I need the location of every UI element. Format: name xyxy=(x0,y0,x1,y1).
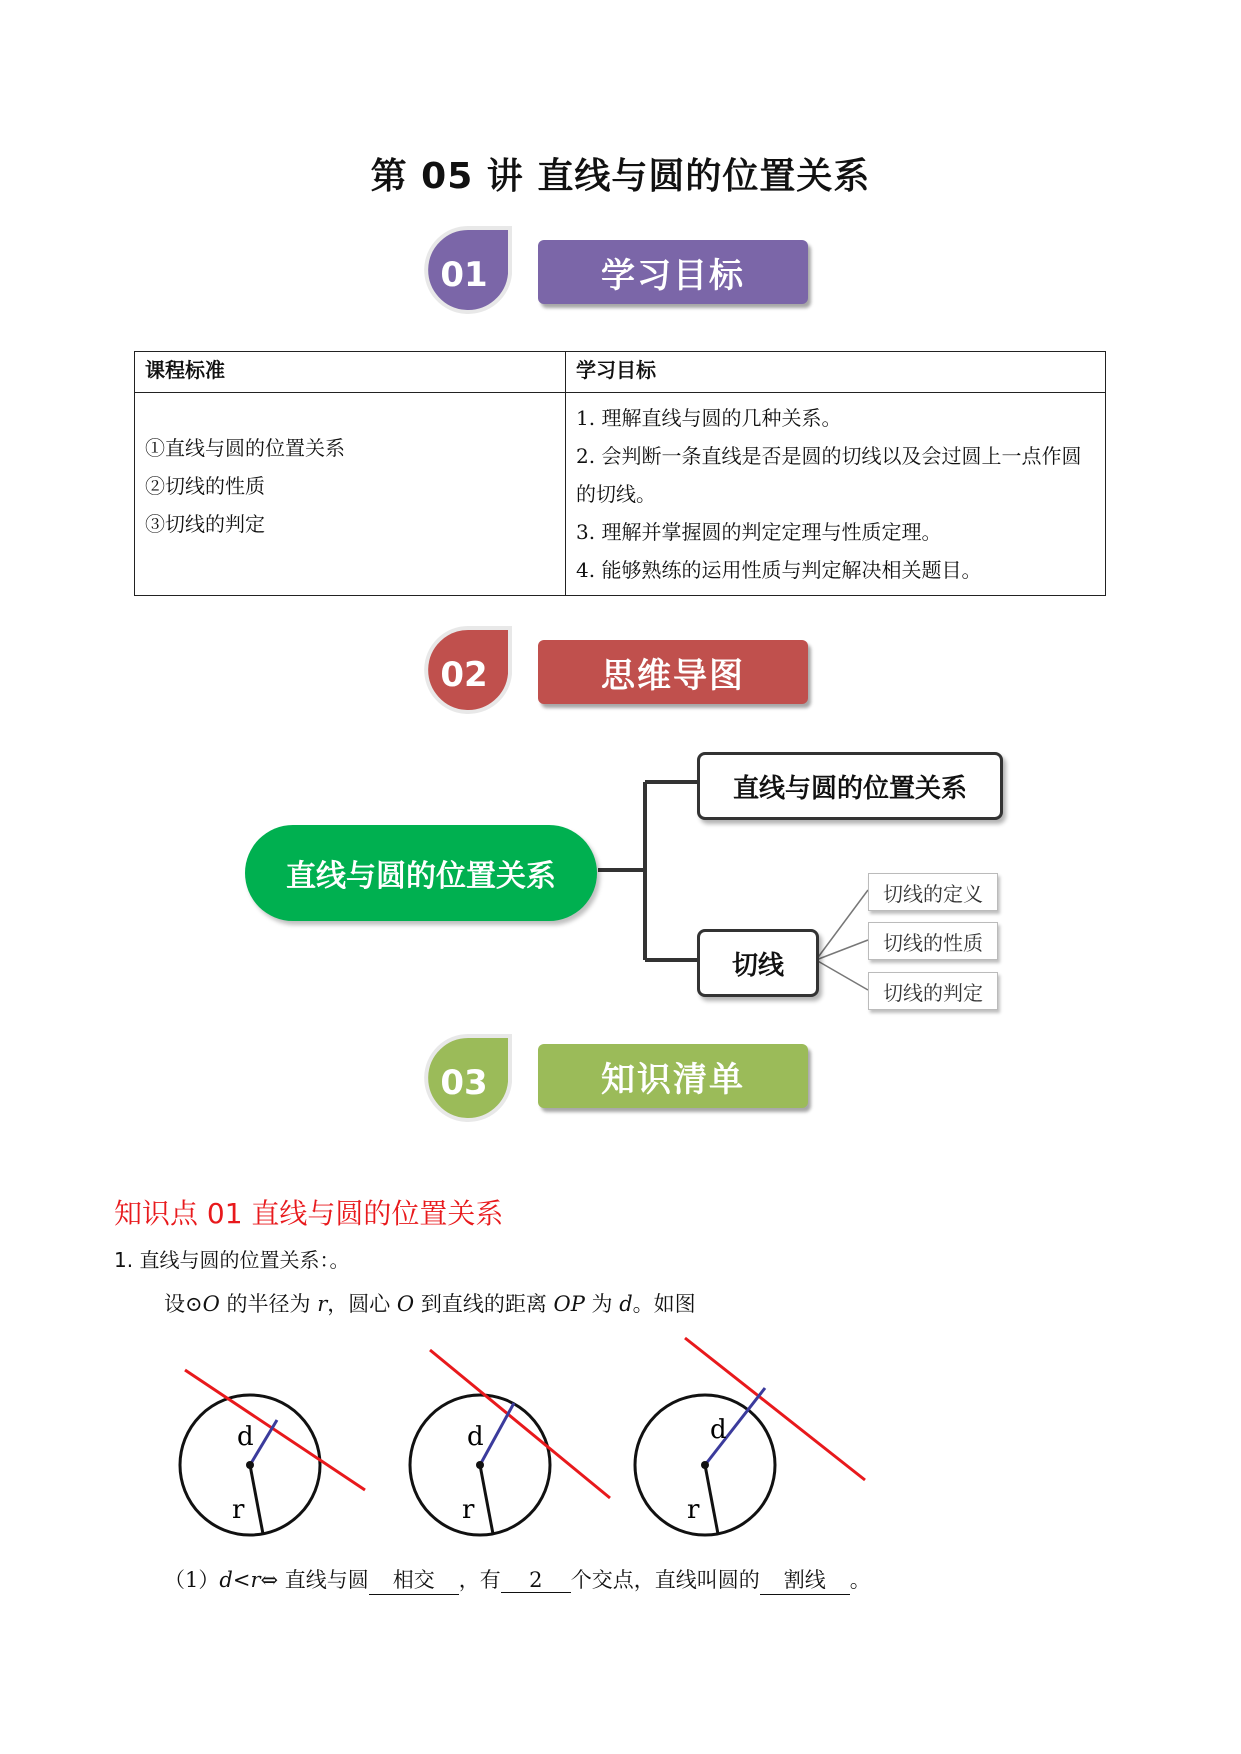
symbol-r: r xyxy=(250,1568,261,1592)
section-01-label: 学习目标 xyxy=(538,240,808,304)
label-r: r xyxy=(232,1495,245,1525)
case-1-sentence xyxy=(164,1564,871,1595)
symbol-O: O xyxy=(202,1292,220,1316)
mindmap-connectors xyxy=(0,740,1241,1020)
iff-symbol: ⇔ xyxy=(260,1568,279,1592)
section-03-number: 03 xyxy=(440,1063,488,1103)
answer-blank-relation: 相交 xyxy=(369,1564,459,1595)
diagram-tangent xyxy=(410,1350,610,1535)
objectives-cell xyxy=(566,393,1106,596)
standard-item: ②切线的性质 xyxy=(145,474,265,498)
label-d: d xyxy=(237,1422,254,1452)
objective-item: 3. 理解并掌握圆的判定定理与性质定理。 xyxy=(576,520,942,544)
goals-header-standard: 课程标准 xyxy=(135,352,566,393)
section-02-label: 思维导图 xyxy=(538,640,808,704)
less-than-symbol: < xyxy=(232,1568,251,1592)
case-text: ，有 xyxy=(458,1568,501,1592)
setup-text: 到直线的距离 xyxy=(414,1292,554,1316)
mindmap-root: 直线与圆的位置关系 xyxy=(245,825,597,921)
case-text: 。 xyxy=(849,1568,871,1592)
setup-text: ，圆心 xyxy=(327,1292,397,1316)
label-r: r xyxy=(687,1495,700,1525)
page-title: 第 05 讲 直线与圆的位置关系 xyxy=(370,156,871,197)
symbol-d: d xyxy=(619,1292,633,1316)
standard-item: ③切线的判定 xyxy=(145,512,265,536)
section-02-number: 02 xyxy=(440,655,488,695)
objective-item: 2. 会判断一条直线是否是圆的切线以及会过圆上一点作圆的切线。 xyxy=(576,444,1082,506)
setup-text: 为 xyxy=(584,1292,620,1316)
case-prefix: （1） xyxy=(164,1568,220,1592)
case-text: 直线与圆 xyxy=(278,1568,369,1592)
circle-line-diagrams xyxy=(170,1320,890,1550)
section-01-number: 01 xyxy=(440,255,488,295)
knowledge-point-title: 知识点 01 直线与圆的位置关系 xyxy=(114,1197,504,1230)
symbol-OP: OP xyxy=(553,1292,585,1316)
mindmap-branch-tangent: 切线 xyxy=(697,929,819,997)
mindmap-branch-position: 直线与圆的位置关系 xyxy=(697,752,1003,820)
goals-table xyxy=(134,351,1106,596)
mindmap-leaf-definition: 切线的定义 xyxy=(868,873,998,911)
section-03-label: 知识清单 xyxy=(538,1044,808,1108)
section-01-badge xyxy=(418,222,518,322)
setup-sentence xyxy=(164,1288,696,1318)
answer-blank-line-type: 割线 xyxy=(760,1564,850,1595)
section-02-badge xyxy=(418,622,518,722)
mindmap-leaf-property: 切线的性质 xyxy=(868,922,998,960)
symbol-r: r xyxy=(317,1292,328,1316)
setup-text: 。如图 xyxy=(632,1292,696,1316)
label-d: d xyxy=(710,1415,727,1445)
answer-blank-count: 2 xyxy=(501,1568,571,1593)
label-d: d xyxy=(467,1422,484,1452)
diagram-intersecting xyxy=(180,1370,365,1535)
symbol-O: O xyxy=(396,1292,415,1316)
diagram-separate xyxy=(635,1338,865,1535)
section-03-badge xyxy=(418,1030,518,1130)
mindmap-leaf-criterion: 切线的判定 xyxy=(868,972,998,1010)
objective-item: 1. 理解直线与圆的几种关系。 xyxy=(576,406,842,430)
objective-item: 4. 能够熟练的运用性质与判定解决相关题目。 xyxy=(576,558,982,582)
knowledge-item-1: 1. 直线与圆的位置关系：。 xyxy=(114,1248,350,1272)
standard-item: ①直线与圆的位置关系 xyxy=(145,436,345,460)
label-r: r xyxy=(462,1495,475,1525)
goals-header-objective: 学习目标 xyxy=(566,352,1106,393)
case-text: 个交点，直线叫圆的 xyxy=(570,1568,760,1592)
standards-cell xyxy=(135,393,566,596)
setup-text: 设⊙ xyxy=(164,1292,203,1316)
setup-text: 的半径为 xyxy=(219,1292,318,1316)
symbol-d: d xyxy=(219,1568,233,1592)
